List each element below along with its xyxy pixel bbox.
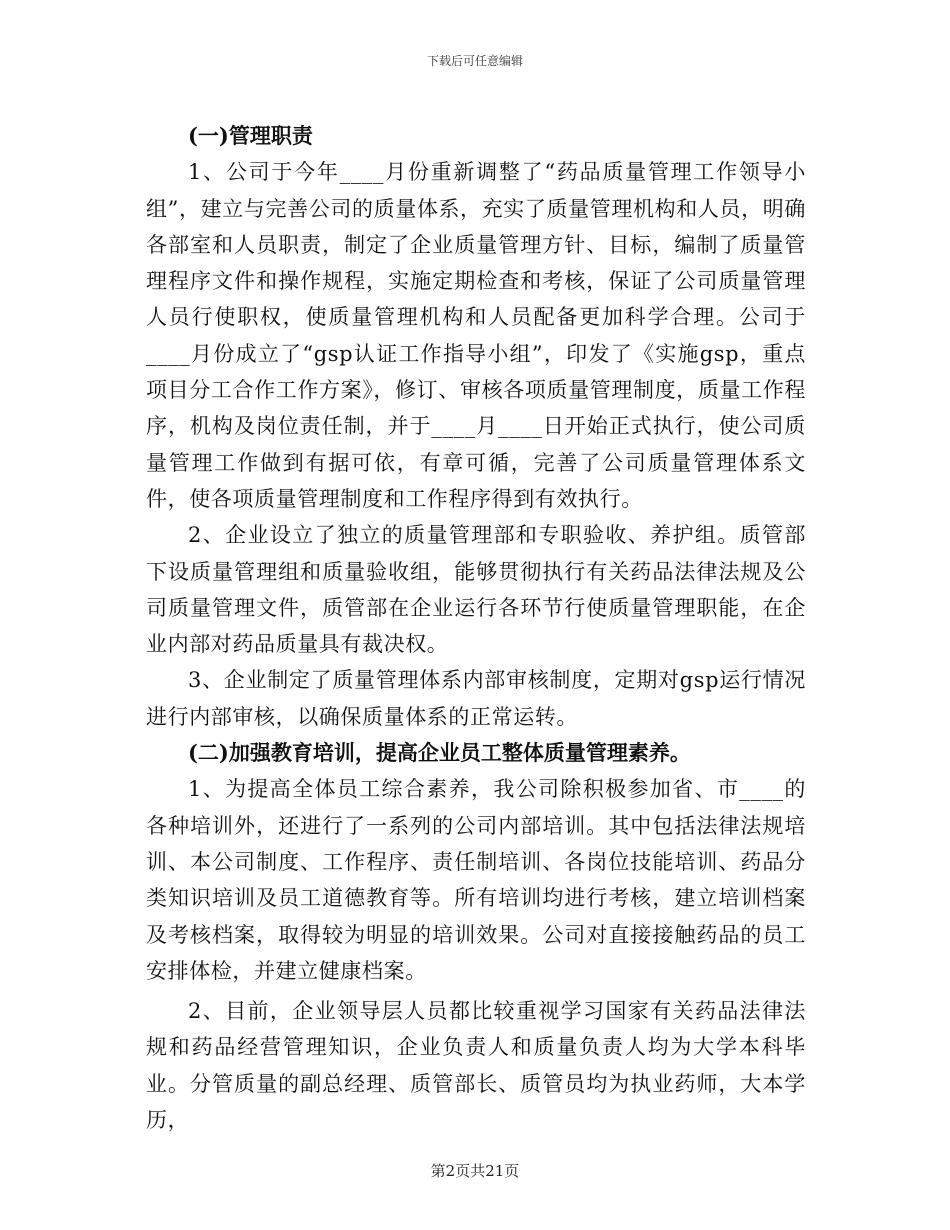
page-number-footer: 第2页共21页 [430,1162,520,1180]
section-heading-2: (二)加强教育培训，提高企业员工整体质量管理素养。 [188,740,691,766]
paragraph-2: 2、企业设立了独立的质量管理部和专职验收、养护组。质管部下设质量管理组和质量验收组，能够贯彻执行有关药品法律法规及公司质量管理文件，质管部在企业运行各环节行使质量管理职能，在企业内部对药品质量具有裁决权。 [146,523,806,657]
running-header: 下载后可任意编辑 [426,54,523,68]
section-heading-1: (一)管理职责 [188,123,313,148]
paragraph-3: 3、企业制定了质量管理体系内部审核制度，定期对gsp运行情况进行内部审核，以确保质量体系的正常运转。 [146,668,806,729]
paragraph-4: 1、为提高全体员工综合素养，我公司除积极参加省、市____的各种培训外，还进行了一系列的公司内部培训。其中包括法律法规培训、本公司制度、工作程序、责任制培训、各岗位技能培训、药品分类知识培训及员工道德教育等。所有培训均进行考核，建立培训档案及考核档案，取得较为明显的培训效果。公司对直接接触药品的员工安排体检，并建立健康档案。 [146,777,806,983]
paragraph-5: 2、目前，企业领导层人员都比较重视学习国家有关药品法律法规和药品经营管理知识，企业负责人和质量负责人均为大学本科毕业。分管质量的副总经理、质管部长、质管员均为执业药师，大本学历， [146,999,806,1133]
paragraph-1: 1、公司于今年____月份重新调整了“药品质量管理工作领导小组”，建立与完善公司的质量体系，充实了质量管理机构和人员，明确各部室和人员职责，制定了企业质量管理方针、目标，编制了质量管理程序文件和操作规程，实施定期检查和考核，保证了公司质量管理人员行使职权，使质量管理机构和人员配备更加科学合理。公司于____月份成立了“gsp认证工作指导小组”，印发了《实施gsp，重点项目分工合作工作方案》，修订、审核各项质量管理制度，质量工作程序，机构及岗位责任制，并于____月____日开始正式执行，使公司质量管理工作做到有据可依，有章可循，完善了公司质量管理体系文件，使各项质量管理制度和工作程序得到有效执行。 [146,160,806,511]
document-body [146,118,806,1138]
